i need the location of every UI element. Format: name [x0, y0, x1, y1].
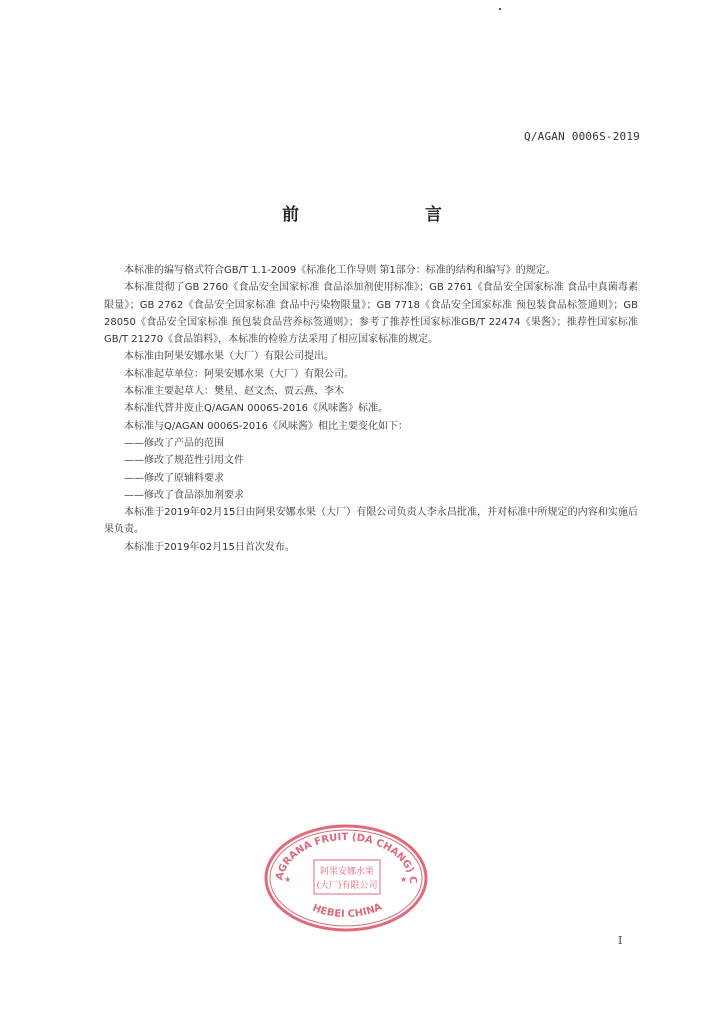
seal-outer-text: AGRANA FRUIT (DA CHANG) C: [274, 831, 419, 885]
paragraph: 本标准起草单位：阿果安娜水果（大厂）有限公司。: [124, 368, 354, 380]
seal-inner-line1: 阿果安娜水果: [319, 867, 375, 877]
seal-star-right: ★: [400, 875, 408, 884]
paragraph: 本标准的编写格式符合GB/T 1.1-2009《标准化工作导则 第1部分：标准的结构和编写》的规定。: [124, 265, 556, 276]
paragraph: 本标准与Q/AGAN 0006S-2016《风味酱》相比主要变化如下：: [124, 420, 409, 432]
seal-star-left: ★: [284, 875, 292, 884]
paragraph: 本标准代替并废止Q/AGAN 0006S-2016《风味酱》标准。: [124, 403, 389, 415]
change-item: ——修改了食品添加剂要求: [124, 489, 244, 501]
paragraph: 本标准贯彻了GB 2760《食品安全国家标准 食品添加剂使用标准》；GB 2761《食品安全国家标准 食品中真菌毒素限量》；GB 2762《食品安全国家标准 食品中污染物限量》；GB 7718《食品安全国家标准 预包装食品标签通则》；GB 28050《食品安全国家标准 预包装食品营养标签通则》；参考了推荐性国家标准GB/T 22474《果酱》；推荐性国家标准GB/T 21270《食品馅料》，本标准的检验方法采用了相应国家标准的规定。: [104, 282, 638, 346]
page-number: I: [618, 934, 623, 947]
company-seal: [262, 822, 430, 934]
change-item: ——修改了产品的范围: [124, 437, 224, 449]
scan-speck: [499, 8, 501, 10]
paragraph: 本标准于2019年02月15日首次发布。: [124, 541, 295, 553]
change-item: ——修改了原辅料要求: [124, 472, 224, 484]
seal-graphic: [262, 822, 430, 934]
paragraph: 本标准由阿果安娜水果（大厂）有限公司提出。: [124, 351, 334, 363]
standard-number: Q/AGAN 0006S-2019: [524, 130, 640, 143]
change-item: ——修改了规范性引用文件: [124, 455, 244, 467]
foreword-body: [104, 262, 638, 556]
paragraph: 本标准主要起草人：樊星、赵文杰、贾云燕、李木: [124, 386, 344, 398]
paragraph: 本标准于2019年02月15日由阿果安娜水果（大厂）有限公司负责人李永昌批准，并对标准中所规定的内容和实施后果负责。: [104, 507, 638, 536]
page-title: 前 言: [282, 205, 502, 225]
seal-inner-line2: (大厂)有限公司: [316, 881, 378, 891]
seal-bottom-text: HEBEI CHINA: [310, 901, 384, 921]
